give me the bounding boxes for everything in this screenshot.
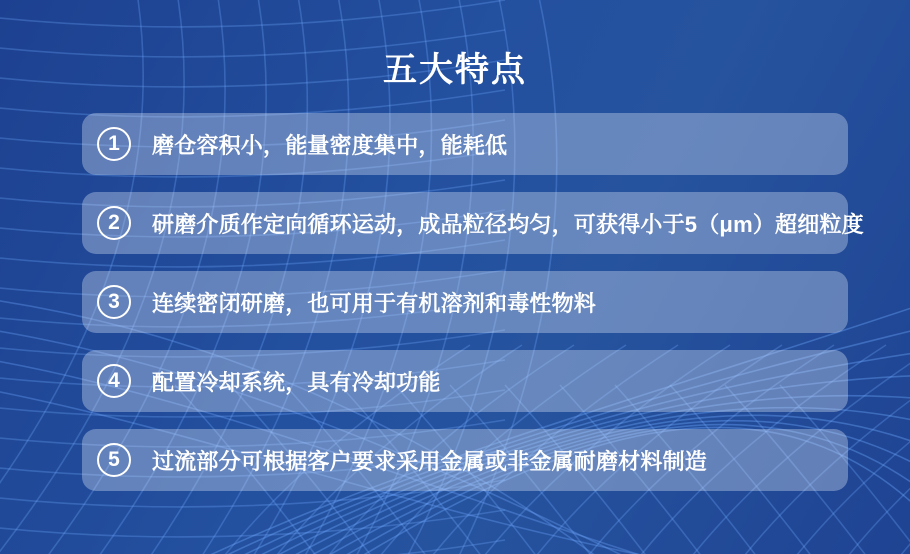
feature-item-3	[82, 271, 848, 333]
feature-item-4	[82, 350, 848, 412]
feature-text-4: 配置冷却系统，具有冷却功能	[152, 369, 441, 395]
feature-item-5	[82, 429, 848, 491]
number-badge-2: 2	[97, 206, 131, 240]
feature-text-1: 磨仓容积小，能量密度集中，能耗低	[152, 132, 508, 158]
feature-text-3: 连续密闭研磨，也可用于有机溶剂和毒性物料	[152, 290, 597, 316]
feature-text-2: 研磨介质作定向循环运动，成品粒径均匀，可获得小于5（μm）超细粒度	[152, 211, 864, 237]
number-badge-4: 4	[97, 364, 131, 398]
feature-item-1	[82, 113, 848, 175]
number-badge-5: 5	[97, 443, 131, 477]
number-badge-3: 3	[97, 285, 131, 319]
number-badge-1: 1	[97, 127, 131, 161]
feature-list	[82, 113, 864, 491]
feature-text-5: 过流部分可根据客户要求采用金属或非金属耐磨材料制造	[152, 448, 708, 474]
page-title: 五大特点	[383, 51, 527, 89]
feature-item-2	[82, 192, 864, 254]
